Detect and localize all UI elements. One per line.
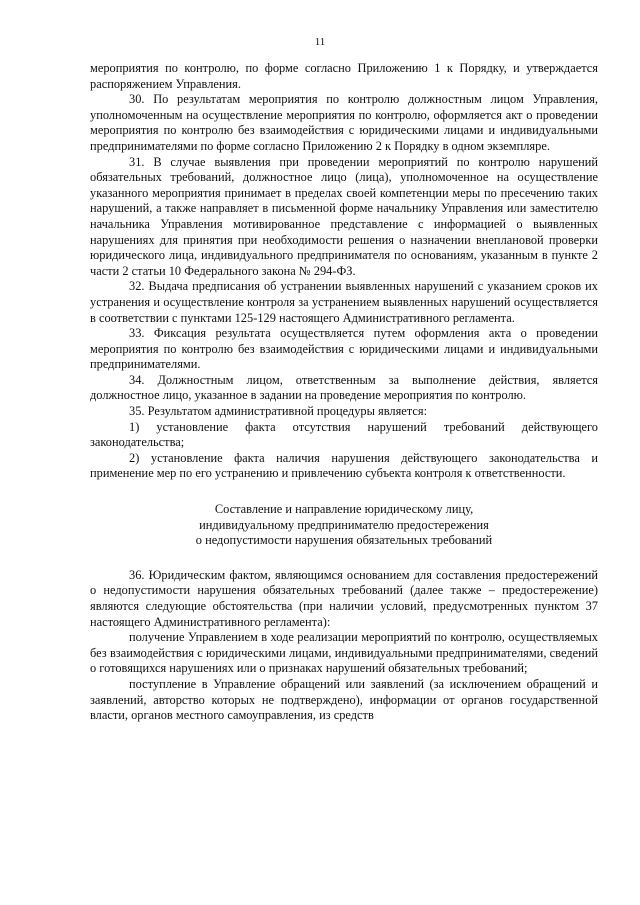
heading-line-2: индивидуальному предпринимателю предостережения	[199, 517, 489, 532]
heading-line-3: о недопустимости нарушения обязательных требований	[195, 533, 493, 548]
page-number: 11	[314, 36, 326, 48]
paragraph-30: 30. По результатам мероприятия по контролю должностным лицом Управления, уполномоченным на осуществление мероприятия по контролю, оформляется акт о проведении мероприятия по контролю без взаимодействия с юридическими лицами и индивидуальными предпринимателями по форме согласно Приложению 2 к Порядку в одном экземпляре.	[90, 92, 598, 153]
list-item-1: 1) установление факта отсутствия нарушений требований действующего законодательства;	[90, 419, 598, 450]
paragraph-36-item-2: поступление в Управление обращений или заявлений (за исключением обращений и заявлений, авторство которых не подтверждено), информации от органов государственной власти, органов местного самоуправления, из средств	[90, 676, 598, 723]
heading-line-1: Составление и направление юридическому лицу,	[214, 502, 474, 517]
list-item-2: 2) установление факта наличия нарушения действующего законодательства и применение мер по его устранению и привлечению субъекта контроля к ответственности.	[90, 450, 598, 481]
document-body	[90, 61, 598, 724]
paragraph-33: 33. Фиксация результата осуществляется путем оформления акта о проведении мероприятия по контролю без взаимодействия с юридическими лицами и индивидуальными предпринимателями.	[90, 326, 598, 372]
paragraph-32: 32. Выдача предписания об устранении выявленных нарушений с указанием сроков их устранения и осуществление контроля за устранением выявленных нарушений осуществляется в соответствии с пунктами 125-129 настоящего Административного регламента.	[90, 279, 598, 325]
paragraph-36-item-1: получение Управлением в ходе реализации мероприятий по контролю, осуществляемых без взаимодействия с юридическими лицами, индивидуальными предпринимателями, сведений о готовящихся нарушениях или о признаках нарушений обязательных требований;	[90, 630, 598, 676]
paragraph-continuation: мероприятия по контролю, по форме согласно Приложению 1 к Порядку, и утверждается распоряжением Управления.	[90, 61, 598, 91]
paragraph-35: 35. Результатом административной процедуры является:	[129, 404, 428, 419]
paragraph-34: 34. Должностным лицом, ответственным за выполнение действия, является должностное лицо, указанное в задании на проведение мероприятия по контролю.	[90, 372, 598, 403]
paragraph-36: 36. Юридическим фактом, являющимся основанием для составления предостережений о недопустимости нарушения обязательных требований (далее также – предостережение) являются следующие обстоятельства (при наличии условий, предусмотренных пунктом 37 настоящего Административного регламента):	[90, 567, 598, 629]
section-heading	[90, 502, 598, 549]
paragraph-31: 31. В случае выявления при проведении мероприятий по контролю нарушений обязательных требований, должностное лицо (лица), уполномоченное на осуществление указанного мероприятия принимает в пределах своей компетенции меры по пресечению таких нарушений, а также направляет в письменной форме начальнику Управления или заместителю начальника Управления мотивированное представление с информацией о выявленных нарушениях для принятия при необходимости решения о назначении внеплановой проверки юридического лица, индивидуального предпринимателя по основаниям, указанным в пункте 2 части 2 статьи 10 Федерального закона № 294-ФЗ.	[90, 154, 598, 278]
